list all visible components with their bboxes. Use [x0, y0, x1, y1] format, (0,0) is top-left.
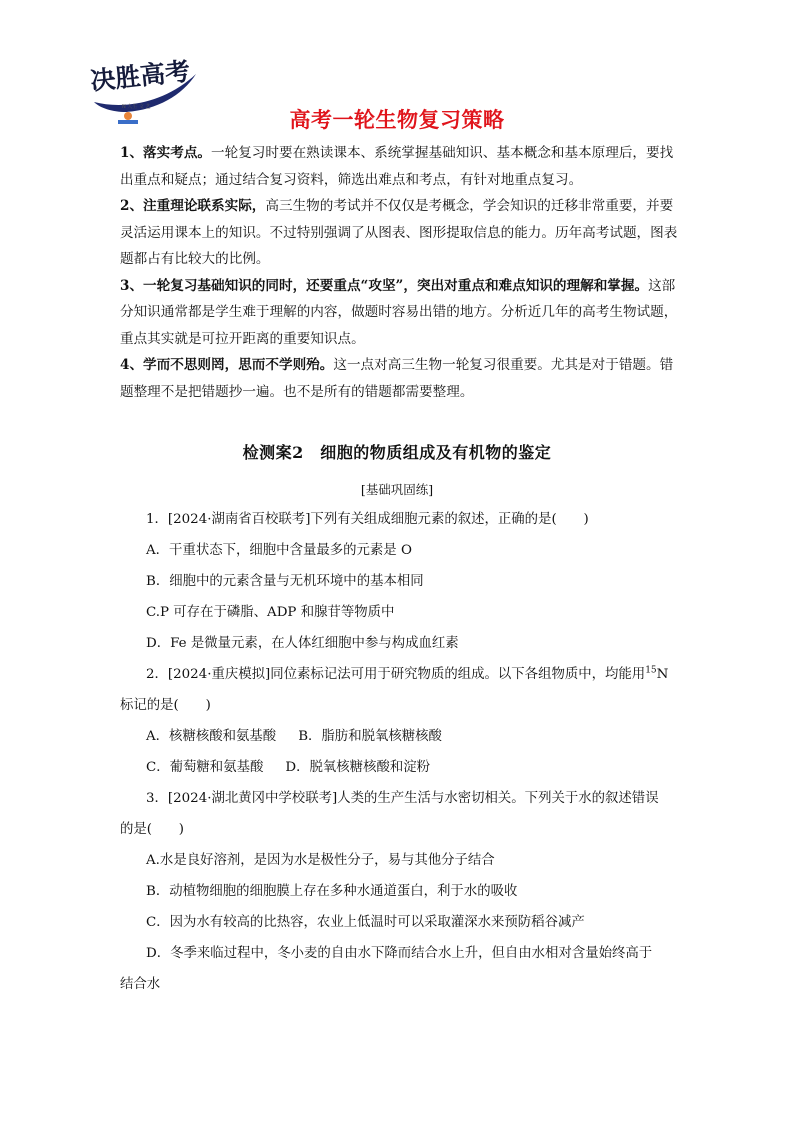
- question-3-option-d: D．冬季来临过程中，冬小麦的自由水下降而结合水上升，但自由水相对含量始终高于: [146, 946, 653, 961]
- question-3-option-b: B．动植物细胞的细胞膜上存在多种水通道蛋白，利于水的吸收: [146, 884, 518, 899]
- question-2-option-b: B．脂肪和脱氧核糖核酸: [298, 729, 442, 744]
- question-2-options-row-1: [120, 721, 686, 752]
- question-1-stem: 1．[2024·湖南省百校联考]下列有关组成细胞元素的叙述，正确的是( ): [146, 512, 589, 527]
- question-2-stem: [120, 659, 686, 690]
- tip-body: 高三生物的考试并不仅仅是考概念，学会知识的迁移非常重要，并要灵活运用课本上的知识。不过特别强调了从图表、图形提取信息的能力。历年高考试题，图表题都占有比较大的比例。: [120, 198, 678, 267]
- question-3-stem: 3．[2024·湖北黄冈中学校联考]人类的生产生活与水密切相关。下列关于水的叙述错误: [146, 791, 659, 806]
- question-3-option-c: C．因为水有较高的比热容，农业上低温时可以采取灌深水来预防稻谷减产: [146, 915, 585, 930]
- question-3-stem-line2: 的是( ): [120, 822, 185, 837]
- logo-text: 决胜高考: [88, 56, 192, 96]
- question-1-option-d: D．Fe 是微量元素，在人体红细胞中参与构成血红素: [146, 636, 459, 651]
- tip-heading: 4、学而不思则罔，思而不学则殆。: [120, 357, 334, 373]
- question-2-option-a: A．核糖核酸和氨基酸: [146, 729, 277, 744]
- isotope-mass-number: 15: [645, 665, 657, 676]
- question-2-options-row-2: [120, 752, 686, 783]
- tip-item: [120, 193, 686, 273]
- tip-body: 这一点对高三生物一轮复习很重要。尤其是对于错题。错题整理不是把错题抄一遍。也不是所有的错题都需要整理。: [120, 357, 674, 400]
- tip-heading: 2、注重理论联系实际，: [120, 198, 266, 214]
- question-3-option-a: A.水是良好溶剂，是因为水是极性分子，易与其他分子结合: [146, 853, 495, 868]
- document-title: 高考一轮生物复习策略: [289, 108, 505, 132]
- tip-heading: 3、一轮复习基础知识的同时，还要重点“攻坚”，突出对重点和难点知识的理解和掌握。: [120, 277, 649, 294]
- question-list: [120, 504, 686, 1000]
- tip-body: 这部分知识通常都是学生难于理解的内容，做题时容易出错的地方。分析近几年的高考生物试题，重点其实就是可拉开距离的重要知识点。: [120, 277, 678, 347]
- tip-body: 一轮复习时要在熟读课本、系统掌握基础知识、基本概念和基本原理后，要找出重点和疑点；通过结合复习资料，筛选出难点和考点，有针对地重点复习。: [120, 145, 674, 188]
- question-3-option-d-line2: 结合水: [120, 977, 161, 992]
- question-2-option-c: C．葡萄糖和氨基酸: [146, 760, 264, 775]
- isotope-symbol: N: [656, 667, 669, 682]
- tip-item: [120, 352, 686, 405]
- question-2-stem-line2: 标记的是( ): [120, 698, 211, 713]
- tip-item: [120, 140, 686, 193]
- tip-item: [120, 273, 686, 353]
- tip-heading: 1、落实考点。: [120, 145, 212, 161]
- question-2-stem-text: 2．[2024·重庆模拟]同位素标记法可用于研究物质的组成。以下各组物质中，均能用: [146, 667, 646, 682]
- question-1-option-a: A．干重状态下，细胞中含量最多的元素是 O: [146, 543, 412, 558]
- question-2-option-d: D．脱氧核糖核酸和淀粉: [285, 760, 431, 775]
- section-title: 检测案2 细胞的物质组成及有机物的鉴定: [242, 443, 552, 462]
- logo-tagline: N 人生 文 艺: [122, 104, 151, 110]
- section-sub-label: [基础巩固练]: [360, 482, 434, 497]
- question-1-option-b: B．细胞中的元素含量与无机环境中的基本相同: [146, 574, 424, 589]
- question-1-option-c: C.P 可存在于磷脂、ADP 和腺苷等物质中: [146, 605, 395, 620]
- strategy-tips: [120, 140, 686, 405]
